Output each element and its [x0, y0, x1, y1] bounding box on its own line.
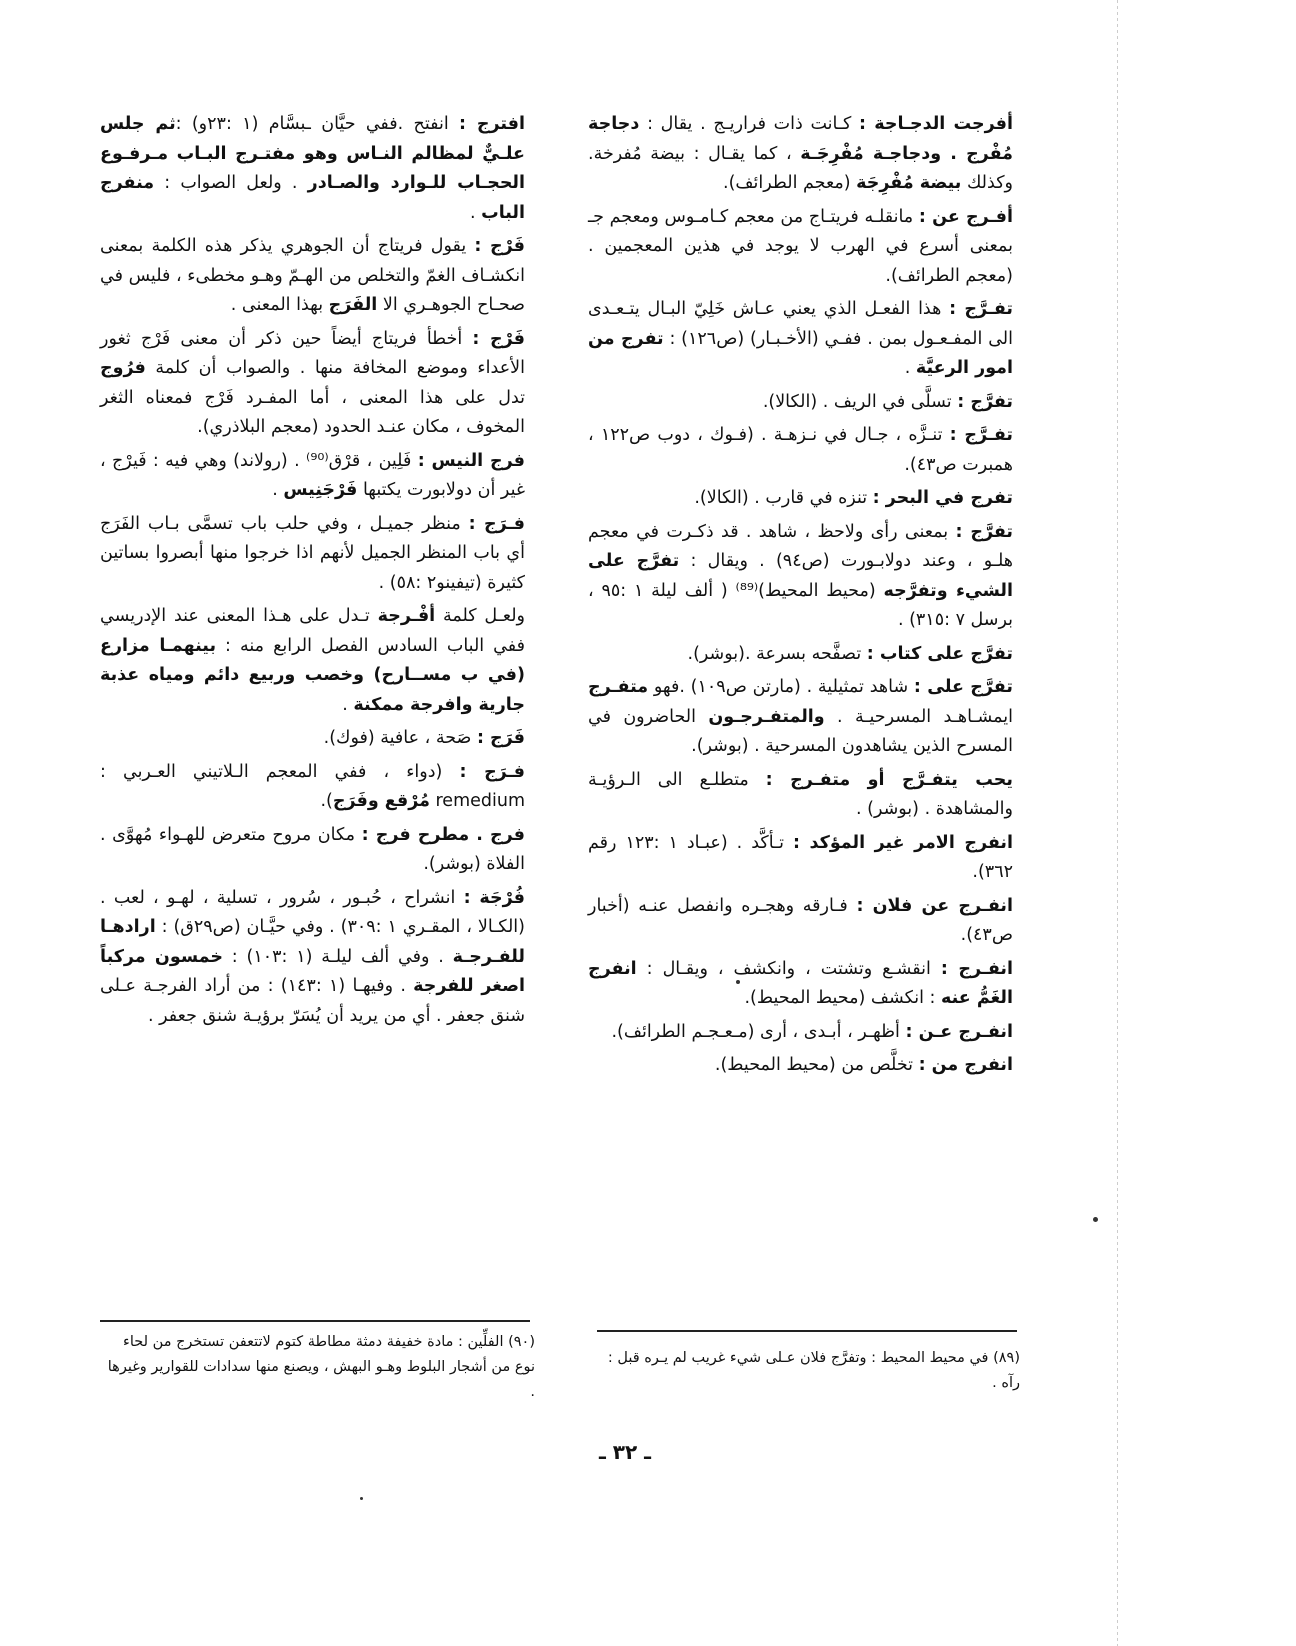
footnote-rule-right: [597, 1330, 1017, 1332]
entry-text: .: [272, 480, 284, 500]
entry-text: : انكشف (محيط المحيط).: [744, 988, 942, 1008]
entry-example: فَرْجَنِيس: [283, 480, 358, 500]
dictionary-entry: [100, 602, 525, 720]
entry-text: (معجم الطرائف).: [723, 173, 857, 193]
entry-text: منظر جميـل ، وفي حلب باب تسمَّى بـاب الفَرَج أي باب المنظر الجميل لأنهم اذا خرجوا منها أبصروا بساتين كثيرة (تيفينو٢ :٥٨) .: [100, 513, 525, 593]
entry-text: تـدل على هـذا المعنى عند الإدريسي ففي الباب السادس الفصل الرابع منه :: [100, 606, 525, 656]
scan-edge: [1117, 0, 1118, 1646]
dictionary-entry: [588, 110, 1013, 199]
footnote-90: (٩٠) الفلِّين : مادة خفيفة دمثة مطاطة كتوم لاتتعفن تستخرج من لحاء نوع من أشجار البلوط وهـو البهش ، ويصنع منها سدادات للقوارير وغيرها .: [107, 1334, 535, 1400]
entry-headword: انفـرج عـن :: [905, 1021, 1013, 1042]
dictionary-entry: [100, 884, 525, 1032]
entry-headword: تفـرَّج :: [949, 425, 1013, 445]
entry-headword: تفرَّج :: [955, 521, 1013, 542]
entry-headword: أفرجت الدجـاجة :: [859, 114, 1013, 134]
scan-speck: [1093, 1217, 1098, 1222]
entry-text: تنزه في قارب . (الكالا).: [694, 488, 873, 508]
footnote-rule-left: [100, 1320, 530, 1322]
entry-example: فرُوج: [100, 358, 146, 378]
entry-example: ثم جلس علـيٌّ لمظالم النـاس وهو مفتـرج البـاب مـرفـوع الحجـاب للـوارد والصـادر: [100, 114, 526, 193]
entry-example: بيضة مُفْرِجَة: [856, 173, 962, 193]
entry-headword: فَرْج :: [474, 236, 525, 256]
entry-text: هذا الفعـل الذي يعني عـاش خَلِيّ البـال يتـعـدى الى المفـعـول بمن . ففـي (الأخـبـار) (ص١٢٦) :: [588, 299, 1013, 349]
entry-text: ).: [320, 791, 333, 811]
entry-text: أظهـر ، أبـدى ، أرى (مـعـجـم الطرائف).: [611, 1021, 906, 1042]
entry-text: الحاضرون في المسرح الذين يشاهدون المسرحية . (بوشر).: [588, 706, 1013, 756]
dictionary-entry: [588, 766, 1013, 825]
entry-text: . ولعل الصواب :: [154, 173, 308, 193]
entry-text: مانقلـه فريتـاج من معجم كـامـوس ومعجم جـ بمعنى أسرع في الهرب لا يوجد في هذين المعجمين . (معجم الطرائف).: [588, 206, 1013, 286]
entry-headword: تفرَّج على كتاب :: [866, 643, 1013, 664]
dictionary-entry: [100, 724, 525, 754]
dictionary-entry: [588, 640, 1013, 670]
entry-example: ارادهـا للفـرجـة: [100, 917, 525, 967]
entry-example: خمسون مركباً اصغر للفرجة: [100, 946, 526, 996]
page-number: ـ ٣٢ ـ: [598, 1440, 652, 1464]
entry-text: انفتح .ففي حيَّان ـبسَّام (١ :٢٣و) :: [175, 114, 460, 134]
entry-example: تفرج من امور الرعيَّة: [588, 328, 1013, 378]
entry-text: انشراح ، حُبـور ، سُرور ، تسلية ، لهـو ، لعب . (الكـالا ، المقـري ١ :٣٠٩) . وفي حيَّـان (ص٢٩ق) :: [100, 887, 525, 937]
entry-text: تدل على هذا المعنى ، أما المفـرد فَرْج فمعناه الثغر المخوف ، مكان عنـد الحدود (معجم البلاذري).: [100, 387, 525, 437]
entry-headword: فُرْجَة :: [463, 887, 525, 908]
right-column: [588, 110, 1013, 1085]
entry-example: الفَرَج: [328, 295, 378, 315]
entry-example: بينهمـا مزارع (في ب مســارح) وخصب وربيع دائم ومياه عذبة جارية وافرجة ممكنة: [100, 635, 525, 715]
entry-text: .: [904, 358, 916, 378]
entry-headword: فرج . مطرح فرج :: [361, 824, 526, 845]
dictionary-entry: [588, 203, 1013, 292]
dictionary-entry: [588, 829, 1013, 888]
entry-text: (دواء ، ففي المعجم الـلاتيني العـربي : remedium: [100, 761, 525, 811]
scan-speck: [360, 1497, 363, 1500]
entry-headword: فَرْج :: [472, 328, 525, 349]
entry-text: تنـزَّه ، جـال في نـزهـة . (فـوك ، دوب ص١٢٢ ، همبرت ص٤٣).: [588, 425, 1013, 475]
dictionary-entry: [588, 484, 1013, 514]
dictionary-entry: [100, 232, 525, 321]
entry-text: .: [342, 694, 354, 715]
entry-text: متطلـع الى الـرؤيـة والمشاهدة . (بوشر) .: [588, 769, 1013, 819]
entry-text: ايمشـاهـد المسرحيـة .: [824, 706, 1014, 727]
entry-text: كـانت ذات فراريـج . يقال :: [639, 114, 860, 134]
entry-text: (محيط المحيط)⁽⁸⁹⁾ ( ألف ليلة ١ :٩٥ ، برسل ٧ :٣١٥) .: [588, 580, 1013, 630]
dictionary-entry: [100, 821, 525, 880]
dictionary-entry: [588, 295, 1013, 384]
entry-text: فَلِين ، قرْق⁽⁹⁰⁾ . (رولاند) وهي فيه : فَيرْج ، غير أن دولابورت يكتبها: [100, 450, 525, 500]
left-column: [100, 110, 525, 1035]
entry-text: . وفي ألف ليلـة (١ :١٠٣) :: [223, 946, 453, 967]
dictionary-entry: [100, 325, 525, 443]
dictionary-entry: [588, 518, 1013, 636]
entry-headword: أفـرج عن :: [918, 206, 1013, 227]
entry-headword: فـرَج :: [468, 513, 525, 534]
entry-headword: يحب يتفـرَّج أو متفـرج :: [765, 769, 1013, 790]
dictionary-entry: [588, 673, 1013, 762]
entry-example: والمتفـرجـون: [708, 706, 825, 727]
entry-headword: تفرَّج :: [957, 391, 1013, 412]
entry-example: متفـرج: [588, 677, 649, 697]
entry-headword: افترج :: [459, 114, 525, 134]
dictionary-entry: [100, 510, 525, 599]
dictionary-entry: [588, 421, 1013, 480]
entry-example: منفرج الباب: [100, 173, 525, 223]
entry-headword: انفرج الامر غير المؤكد :: [793, 832, 1013, 853]
entry-headword: فرج النيس :: [417, 450, 525, 471]
entry-headword: فَرَج :: [476, 728, 525, 748]
entry-text: تصفَّحه بسرعة .(بوشر).: [687, 643, 867, 664]
dictionary-entry: [100, 110, 525, 228]
entry-text: بمعنى رأى ولاحظ ، شاهد . قد ذكـرت في معجم هلـو ، وعند دولابـورت (ص٩٤) . ويقال :: [588, 521, 1014, 571]
entry-text: ولعـل كلمة: [435, 606, 525, 626]
entry-text: ، كما يقـال : بيضة مُفرخة. وكذلك: [588, 143, 1013, 193]
entry-headword: تفرَّج على :: [913, 677, 1013, 697]
footnote-89: (٨٩) في محيط المحيط : وتفرَّج فلان عـلى شيء غريب لم يـره قبل : رآه .: [607, 1350, 1020, 1391]
entry-text: مكان مروح متعرض للهـواء مُهوَّى . الفلاة (بوشر).: [100, 824, 525, 874]
dictionary-entry: [588, 1051, 1013, 1081]
entry-text: .: [469, 202, 482, 223]
entry-text: صَحة ، عافية (فوك).: [323, 728, 477, 748]
dictionary-entry: [588, 388, 1013, 418]
entry-headword: انفـرج :: [940, 958, 1013, 979]
entry-text: . وفيهـا (١ :١٤٣) : من أراد الفرجـة عـلى شنق جعفر . أي من يريد أن يُسَرّ برؤيـة شنق جعفر .: [100, 976, 525, 1026]
dictionary-entry: [588, 1018, 1013, 1048]
entry-text: تـأكَّد . (عبـاد ١ :١٢٣ رقم ٣٦٢).: [588, 832, 1013, 882]
dictionary-entry: [588, 955, 1013, 1014]
entry-text: فـارقه وهجـره وانفصل عنـه (أخبار ص٤٣).: [588, 895, 1013, 945]
entry-headword: تفرج في البحر :: [872, 488, 1013, 508]
entry-text: تخلَّص من (محيط المحيط).: [714, 1055, 919, 1075]
entry-example: تفرَّج على الشيء وتفرَّجه: [588, 551, 1013, 601]
entry-example: أفْـرجة: [377, 606, 436, 626]
entry-example: انفرج الغَمُّ عنه: [588, 958, 1013, 1008]
entry-text: أخطأ فريتاج أيضاً حين ذكر أن معنى فَرْج ثغور الأعداء وموضع المخافة منها . والصواب أن كلمة: [100, 328, 525, 378]
entry-headword: انفـرج عن فلان :: [856, 895, 1013, 916]
dictionary-entry: [588, 892, 1013, 951]
entry-text: شاهد تمثيلية . (مارتن ص١٠٩) .فهو: [648, 677, 914, 697]
dictionary-entry: [100, 447, 525, 506]
entry-text: يقول فريتاج أن الجوهري يذكر هذه الكلمة بمعنى انكشـاف الغمّ والتخلص من الهـمّ وهـو مخطىء ، فليس في صحـاح الجوهـري الا: [100, 236, 525, 315]
dictionary-entry: [100, 758, 525, 817]
entry-text: بهذا المعنى .: [230, 295, 329, 315]
entry-headword: تفـرَّج :: [949, 299, 1013, 319]
scan-speck: [736, 980, 740, 984]
entry-example: مُرْقع وفَرَج: [332, 791, 430, 811]
entry-text: تسلَّى في الريف . (الكالا).: [762, 391, 958, 412]
entry-headword: انفرج من :: [918, 1055, 1013, 1075]
entry-text: انقشـع وتشتت ، وانكشف ، ويقـال :: [636, 958, 941, 979]
entry-example: دجاجة مُفْرج . ودجاجـة مُفْرِجَـة: [588, 114, 1013, 164]
entry-headword: فـرَج :: [459, 761, 526, 782]
